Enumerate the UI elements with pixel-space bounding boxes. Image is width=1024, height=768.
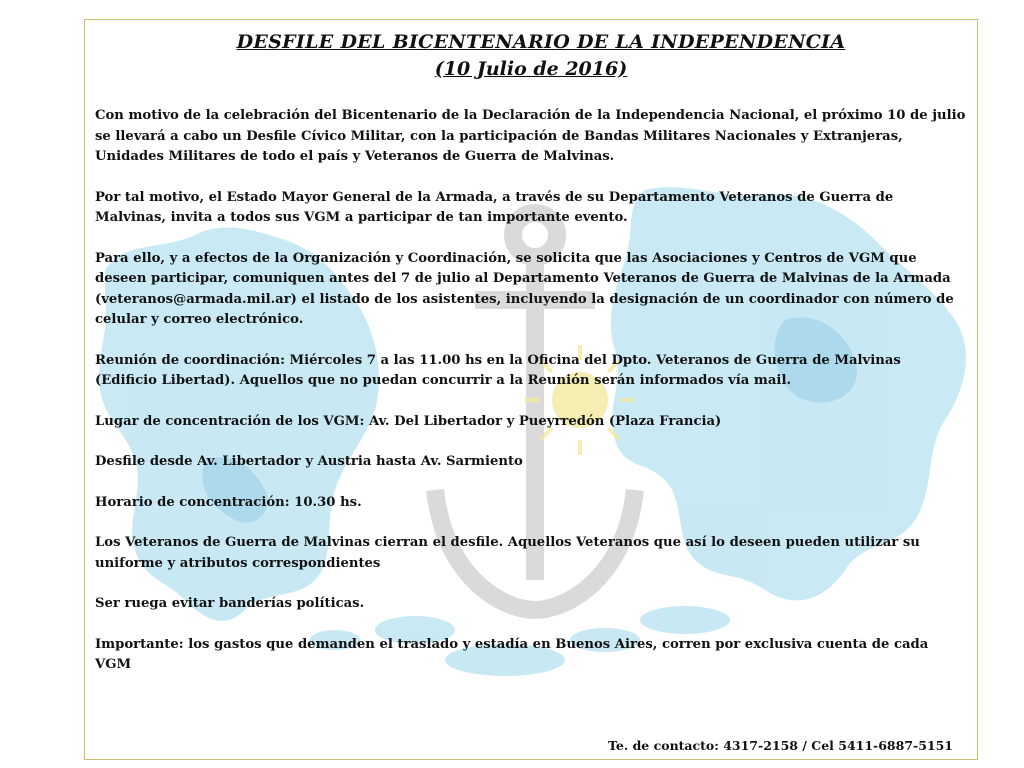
document-title: DESFILE DEL BICENTENARIO DE LA INDEPENDENCIA xyxy=(236,31,846,53)
paragraph-schedule: Horario de concentración: 10.30 hs. xyxy=(95,494,362,510)
document-date: (10 Julio de 2016) xyxy=(434,58,628,80)
contact-info: Te. de contacto: 4317-2158 / Cel 5411-6887-5151 xyxy=(608,738,953,753)
paragraph-concentration-place: Lugar de concentración de los VGM: Av. Del Libertador y Pueyrredón (Plaza Francia) xyxy=(95,413,722,429)
paragraph-uniform: Los Veteranos de Guerra de Malvinas cierran el desfile. Aquellos Veteranos que así lo deseen pueden utilizar su uniforme y atributos correspondientes xyxy=(95,535,920,571)
paragraph-meeting: Reunión de coordinación: Miércoles 7 a las 11.00 hs en la Oficina del Dpto. Veteranos de Guerra de Malvinas (Edificio Libertad). Aquellos que no puedan concurrir a la Reunión serán informados vía mail. xyxy=(95,352,901,388)
paragraph-route: Desfile desde Av. Libertador y Austria hasta Av. Sarmiento xyxy=(95,454,523,469)
paragraph-invitation: Por tal motivo, el Estado Mayor General de la Armada, a través de su Departamento Veteranos de Guerra de Malvinas, invita a todos sus VGM a participar de tan importante evento. xyxy=(95,189,894,225)
document-frame xyxy=(84,19,978,760)
paragraph-expenses: Importante: los gastos que demanden el traslado y estadía en Buenos Aires, corren por exclusiva cuenta de cada VGM xyxy=(95,636,929,672)
paragraph-coordination: Para ello, y a efectos de la Organización y Coordinación, se solicita que las Asociaciones y Centros de VGM que deseen participar, comuniquen antes del 7 de julio al Departamento Veteranos de Guerra de Malvinas de la Armada (veteranos@armada.mil.ar) el listado de los asistentes, incluyendo la designación de un coordinador con número de celular y correo electrónico. xyxy=(95,250,954,327)
document-body xyxy=(95,28,967,696)
paragraph-politics: Ser ruega evitar banderías políticas. xyxy=(95,596,365,611)
paragraph-intro: Con motivo de la celebración del Bicentenario de la Declaración de la Independencia Nacional, el próximo 10 de julio se llevará a cabo un Desfile Cívico Militar, con la participación de Bandas Militares Nacionales y Extranjeras, Unidades Militares de todo el país y Veteranos de Guerra de Malvinas. xyxy=(95,108,966,164)
